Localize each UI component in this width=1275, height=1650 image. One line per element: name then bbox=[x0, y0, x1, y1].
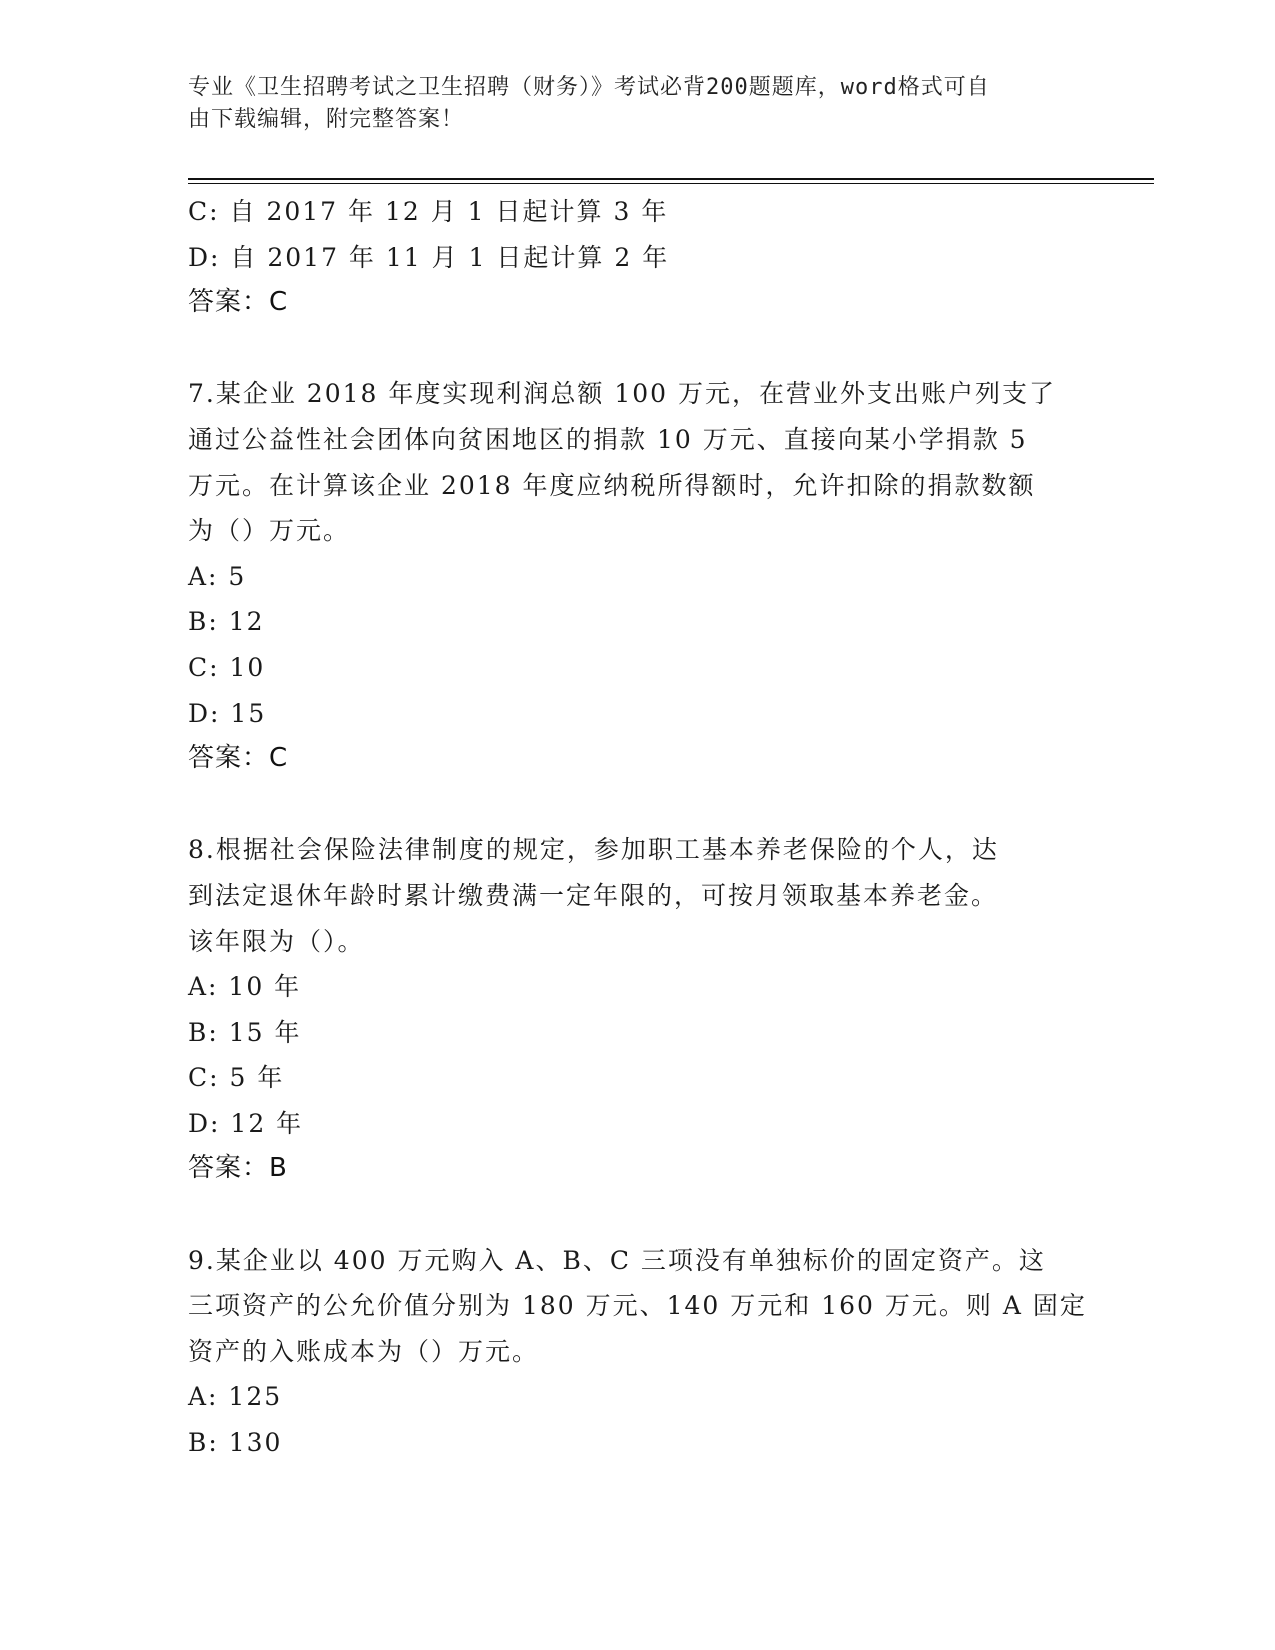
question-stem-line: 9.某企业以 400 万元购入 A、B、C 三项没有单独标价的固定资产。这 bbox=[188, 1245, 1046, 1275]
question-stem-line: 资产的入账成本为（）万元。 bbox=[188, 1336, 540, 1366]
header-line-2: 由下载编辑，附完整答案！ bbox=[188, 107, 465, 132]
option-d: D: 12 年 bbox=[188, 1108, 304, 1138]
question-stem-line: 7.某企业 2018 年度实现利润总额 100 万元，在营业外支出账户列支了 bbox=[188, 379, 1056, 409]
spacer bbox=[188, 782, 1078, 828]
option-a: A: 125 bbox=[188, 1382, 283, 1412]
header-divider-thin bbox=[188, 183, 1154, 184]
option-d: D: 自 2017 年 11 月 1 日起计算 2 年 bbox=[188, 242, 670, 272]
option-b: B: 130 bbox=[188, 1428, 283, 1458]
spacer bbox=[188, 1192, 1078, 1238]
header-divider-thick bbox=[188, 178, 1154, 180]
option-a: A: 10 年 bbox=[188, 972, 302, 1002]
option-b: B: 15 年 bbox=[188, 1017, 302, 1047]
answer-line: 答案：C bbox=[188, 743, 289, 774]
question-stem-line: 8.根据社会保险法律制度的规定，参加职工基本养老保险的个人，达 bbox=[188, 835, 999, 865]
question-stem-line: 三项资产的公允价值分别为 180 万元、140 万元和 160 万元。则 A 固定 bbox=[188, 1291, 1087, 1321]
question-stem-line: 为（）万元。 bbox=[188, 516, 351, 546]
question-8 bbox=[188, 827, 1078, 1192]
option-a: A: 5 bbox=[188, 561, 247, 591]
option-d: D: 15 bbox=[188, 698, 267, 728]
option-c: C: 自 2017 年 12 月 1 日起计算 3 年 bbox=[188, 197, 669, 226]
question-stem-line: 该年限为（）。 bbox=[188, 926, 365, 956]
question-stem-line: 到法定退休年龄时累计缴费满一定年限的，可按月领取基本养老金。 bbox=[188, 880, 999, 910]
question-7 bbox=[188, 371, 1078, 781]
question-stem-line: 万元。在计算该企业 2018 年度应纳税所得额时，允许扣除的捐款数额 bbox=[188, 470, 1036, 500]
document-header bbox=[188, 72, 1068, 136]
question-list bbox=[188, 189, 1087, 1466]
question-stem-line: 通过公益性社会团体向贫困地区的捐款 10 万元、直接向某小学捐款 5 bbox=[188, 424, 1028, 454]
question-6-continuation bbox=[188, 189, 1078, 326]
header-line-1: 专业《卫生招聘考试之卫生招聘（财务）》考试必背200题题库，word格式可自 bbox=[188, 75, 990, 100]
answer-line: 答案：B bbox=[188, 1153, 288, 1184]
question-9 bbox=[188, 1238, 1087, 1466]
answer-line: 答案：C bbox=[188, 287, 289, 318]
spacer bbox=[188, 326, 1078, 372]
option-b: B: 12 bbox=[188, 607, 265, 637]
option-c: C: 10 bbox=[188, 652, 266, 682]
option-c: C: 5 年 bbox=[188, 1063, 285, 1093]
